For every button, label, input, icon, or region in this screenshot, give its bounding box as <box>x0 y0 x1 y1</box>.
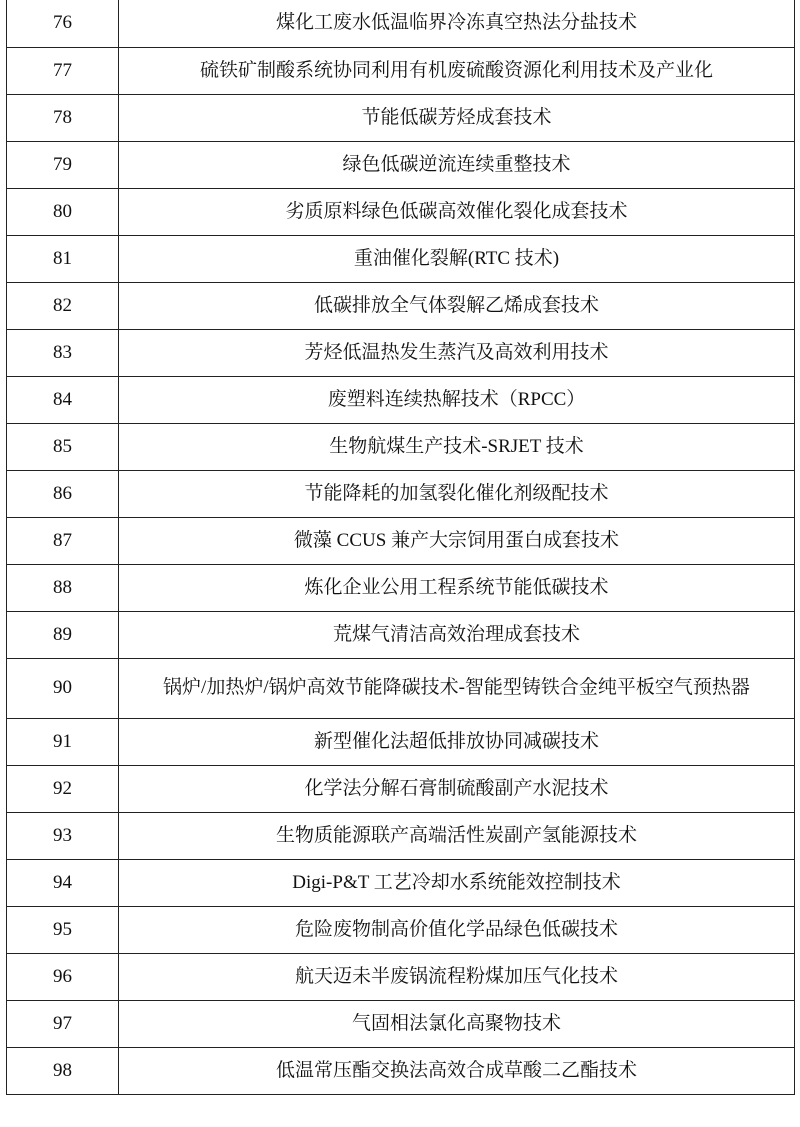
table-row <box>7 765 795 812</box>
row-number: 92 <box>7 765 119 812</box>
row-number: 79 <box>7 141 119 188</box>
technology-name: 新型催化法超低排放协同减碳技术 <box>119 718 795 765</box>
table-row <box>7 47 795 94</box>
table-row <box>7 564 795 611</box>
row-number: 77 <box>7 47 119 94</box>
technology-name: 炼化企业公用工程系统节能低碳技术 <box>119 564 795 611</box>
table-body <box>7 0 795 1094</box>
technology-name: 危险废物制高价值化学品绿色低碳技术 <box>119 906 795 953</box>
technology-name: 生物质能源联产高端活性炭副产氢能源技术 <box>119 812 795 859</box>
table-row <box>7 94 795 141</box>
row-number: 89 <box>7 611 119 658</box>
table-row <box>7 470 795 517</box>
row-number: 80 <box>7 188 119 235</box>
technology-name: 锅炉/加热炉/锅炉高效节能降碳技术-智能型铸铁合金纯平板空气预热器 <box>119 658 795 718</box>
row-number: 88 <box>7 564 119 611</box>
row-number: 96 <box>7 953 119 1000</box>
table-row <box>7 718 795 765</box>
row-number: 95 <box>7 906 119 953</box>
technology-name: 化学法分解石膏制硫酸副产水泥技术 <box>119 765 795 812</box>
technology-name: 硫铁矿制酸系统协同利用有机废硫酸资源化利用技术及产业化 <box>119 47 795 94</box>
technology-name: 节能降耗的加氢裂化催化剂级配技术 <box>119 470 795 517</box>
table-row <box>7 953 795 1000</box>
table-row <box>7 423 795 470</box>
table-row <box>7 611 795 658</box>
row-number: 85 <box>7 423 119 470</box>
technology-name: 气固相法氯化高聚物技术 <box>119 1000 795 1047</box>
technology-name: 生物航煤生产技术-SRJET 技术 <box>119 423 795 470</box>
row-number: 98 <box>7 1047 119 1094</box>
row-number: 86 <box>7 470 119 517</box>
technology-name: 荒煤气清洁高效治理成套技术 <box>119 611 795 658</box>
row-number: 94 <box>7 859 119 906</box>
table-row <box>7 812 795 859</box>
row-number: 90 <box>7 658 119 718</box>
table-row <box>7 517 795 564</box>
table-row <box>7 906 795 953</box>
technology-name: 重油催化裂解(RTC 技术) <box>119 235 795 282</box>
table-row <box>7 235 795 282</box>
table-row <box>7 282 795 329</box>
row-number: 84 <box>7 376 119 423</box>
technology-name: 废塑料连续热解技术（RPCC） <box>119 376 795 423</box>
table-row <box>7 0 795 47</box>
technology-name: 节能低碳芳烃成套技术 <box>119 94 795 141</box>
technology-name: 低温常压酯交换法高效合成草酸二乙酯技术 <box>119 1047 795 1094</box>
row-number: 76 <box>7 0 119 47</box>
table-row <box>7 376 795 423</box>
technology-name: 航天迈未半废锅流程粉煤加压气化技术 <box>119 953 795 1000</box>
technology-name: 劣质原料绿色低碳高效催化裂化成套技术 <box>119 188 795 235</box>
row-number: 82 <box>7 282 119 329</box>
technology-name: Digi-P&T 工艺冷却水系统能效控制技术 <box>119 859 795 906</box>
row-number: 93 <box>7 812 119 859</box>
table-row <box>7 141 795 188</box>
technology-name: 微藻 CCUS 兼产大宗饲用蛋白成套技术 <box>119 517 795 564</box>
row-number: 78 <box>7 94 119 141</box>
row-number: 81 <box>7 235 119 282</box>
row-number: 91 <box>7 718 119 765</box>
technology-list-table <box>6 0 795 1095</box>
table-row <box>7 658 795 718</box>
technology-name: 芳烃低温热发生蒸汽及高效利用技术 <box>119 329 795 376</box>
table-row <box>7 1047 795 1094</box>
technology-name: 煤化工废水低温临界冷冻真空热法分盐技术 <box>119 0 795 47</box>
table-row <box>7 859 795 906</box>
table-row <box>7 1000 795 1047</box>
table-row <box>7 329 795 376</box>
technology-name: 低碳排放全气体裂解乙烯成套技术 <box>119 282 795 329</box>
row-number: 83 <box>7 329 119 376</box>
row-number: 87 <box>7 517 119 564</box>
table-row <box>7 188 795 235</box>
technology-name: 绿色低碳逆流连续重整技术 <box>119 141 795 188</box>
row-number: 97 <box>7 1000 119 1047</box>
